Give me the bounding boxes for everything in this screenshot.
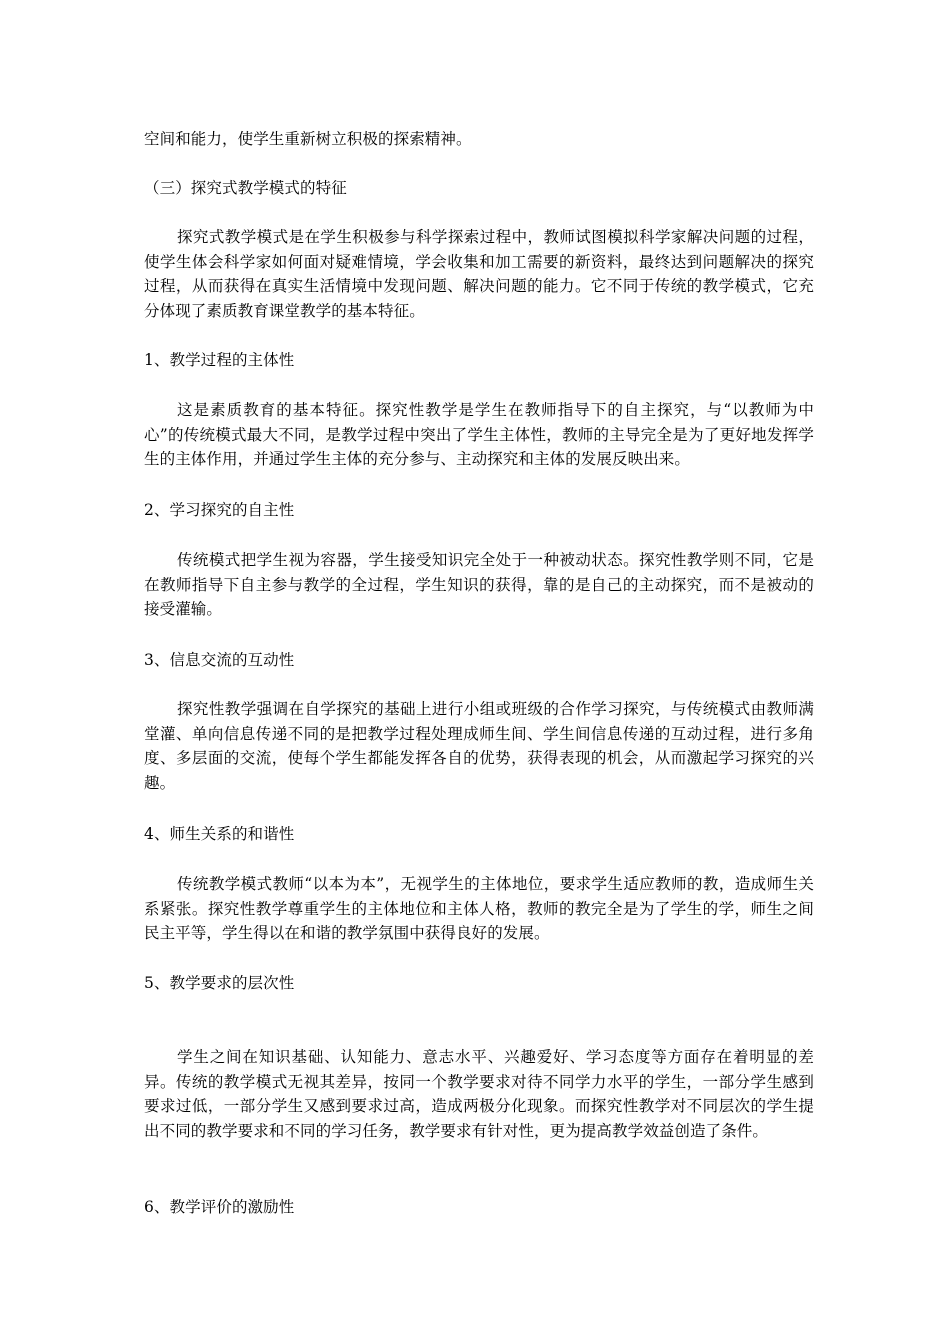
paragraph-intro: 探究式教学模式是在学生积极参与科学探索过程中，教师试图模拟科学家解决问题的过程，使学生体会科学家如何面对疑难情境，学会收集和加工需要的新资料，最终达到问题解决的探究过程，从而获得在真实生活情境中发现问题、解决问题的能力。它不同于传统的教学模式，它充分体现了素质教育课堂教学的基本特征。 xyxy=(144,228,814,320)
subheading-1: 1、教学过程的主体性 xyxy=(144,351,295,369)
subheading-6: 6、教学评价的激励性 xyxy=(144,1198,295,1216)
paragraph-3: 探究性教学强调在自学探究的基础上进行小组或班级的合作学习探究，与传统模式由教师满堂灌、单向信息传递不同的是把教学过程处理成师生间、学生间信息传递的互动过程，进行多角度、多层面的交流，使每个学生都能发挥各自的优势，获得表现的机会，从而激起学习探究的兴趣。 xyxy=(144,700,814,792)
continuation-text: 空间和能力，使学生重新树立积极的探索精神。 xyxy=(144,130,472,148)
subheading-3: 3、信息交流的互动性 xyxy=(144,651,295,669)
paragraph-4: 传统教学模式教师“以本为本”，无视学生的主体地位，要求学生适应教师的教，造成师生关系紧张。探究性教学尊重学生的主体地位和主体人格，教师的教完全是为了学生的学，师生之间民主平等，学生得以在和谐的教学氛围中获得良好的发展。 xyxy=(144,875,814,942)
paragraph-5: 学生之间在知识基础、认知能力、意志水平、兴趣爱好、学习态度等方面存在着明显的差异。传统的教学模式无视其差异，按同一个教学要求对待不同学力水平的学生，一部分学生感到要求过低，一部分学生又感到要求过高，造成两极分化现象。而探究性教学对不同层次的学生提出不同的教学要求和不同的学习任务，教学要求有针对性，更为提高教学效益创造了条件。 xyxy=(144,1048,814,1140)
subheading-5: 5、教学要求的层次性 xyxy=(144,974,295,992)
paragraph-1: 这是素质教育的基本特征。探究性教学是学生在教师指导下的自主探究，与“以教师为中心”的传统模式最大不同，是教学过程中突出了学生主体性，教师的主导完全是为了更好地发挥学生的主体作用，并通过学生主体的充分参与、主动探究和主体的发展反映出来。 xyxy=(144,401,814,468)
paragraph-2: 传统模式把学生视为容器，学生接受知识完全处于一种被动状态。探究性教学则不同，它是在教师指导下自主参与教学的全过程，学生知识的获得，靠的是自己的主动探究，而不是被动的接受灌输。 xyxy=(144,551,814,618)
subheading-4: 4、师生关系的和谐性 xyxy=(144,825,295,843)
section-heading-features: （三）探究式教学模式的特征 xyxy=(144,179,347,197)
subheading-2: 2、学习探究的自主性 xyxy=(144,501,295,519)
